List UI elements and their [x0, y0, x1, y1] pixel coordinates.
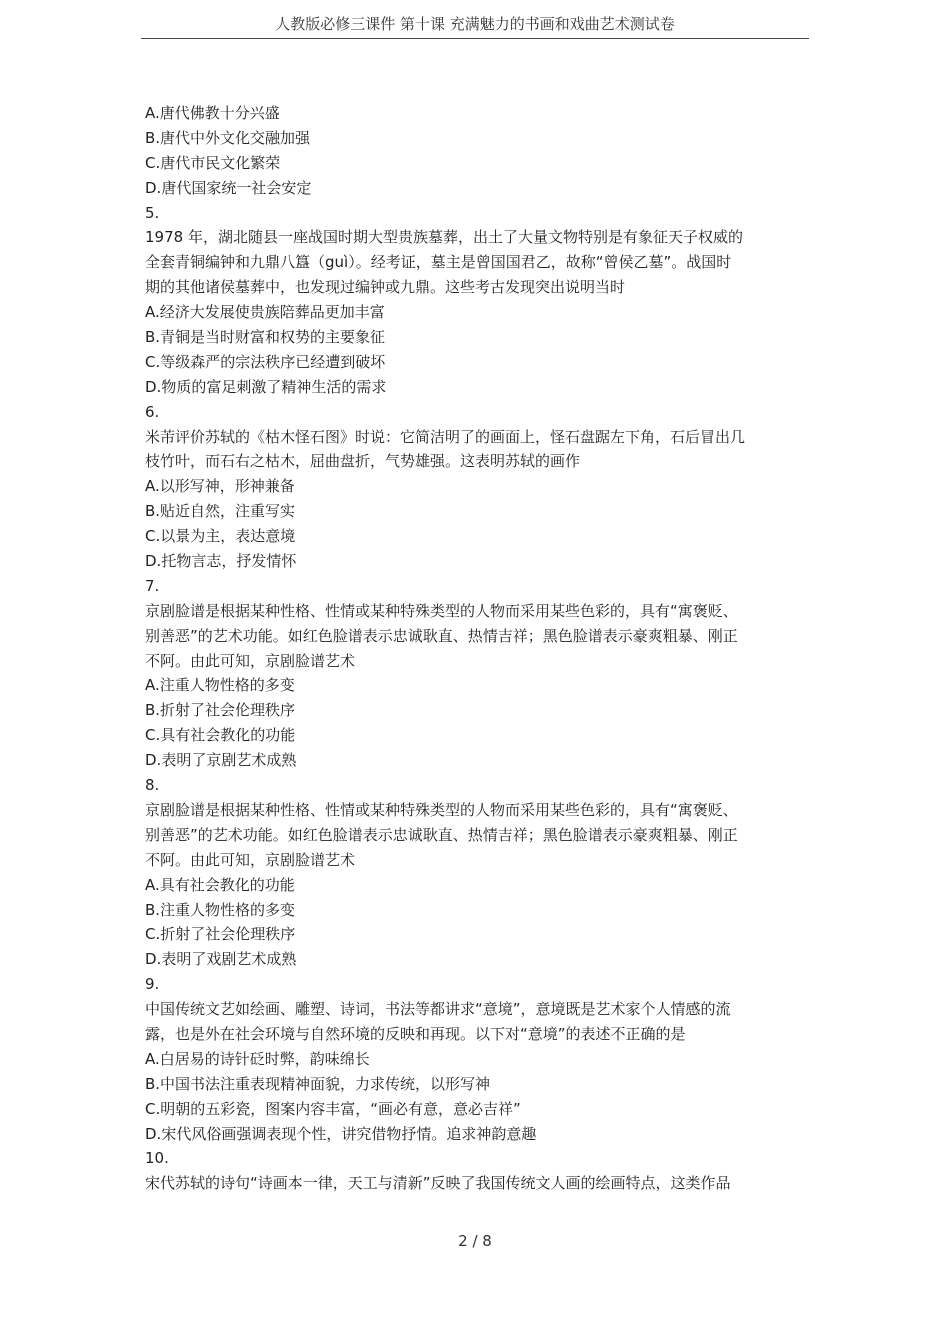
option-c-q6: C.以景为主，表达意境 — [145, 527, 296, 546]
option-d-q8: D.表明了戏剧艺术成熟 — [145, 950, 297, 969]
question-8-text-line-1: 京剧脸谱是根据某种性格、性情或某种特殊类型的人物而采用某些色彩的，具有“寓褒贬、 — [145, 800, 738, 819]
option-b-q6: B.贴近自然，注重写实 — [145, 502, 296, 521]
option-b-q4: B.唐代中外文化交融加强 — [145, 128, 311, 147]
page-number: 2 / 8 — [458, 1232, 492, 1250]
question-8-text-line-2: 别善恶”的艺术功能。如红色脸谱表示忠诚耿直、热情吉祥；黑色脸谱表示豪爽粗暴、刚正 — [145, 825, 738, 844]
option-b-q9: B.中国书法注重表现精神面貌，力求传统，以形写神 — [145, 1074, 491, 1093]
option-c-q5: C.等级森严的宗法秩序已经遭到破坏 — [145, 352, 386, 371]
option-d-q5: D.物质的富足刺激了精神生活的需求 — [145, 377, 387, 396]
question-7-text-line-1: 京剧脸谱是根据某种性格、性情或某种特殊类型的人物而采用某些色彩的，具有“寓褒贬、 — [145, 601, 738, 620]
option-c-q9: C.明朝的五彩瓷，图案内容丰富，“画必有意，意必吉祥” — [145, 1099, 521, 1118]
question-6-text-line-2: 枝竹叶，而石右之枯木，屈曲盘折，气势雄强。这表明苏轼的画作 — [145, 452, 581, 471]
option-d-q9: D.宋代风俗画强调表现个性，讲究借物抒情。追求神韵意趣 — [145, 1124, 537, 1143]
option-b-q5: B.青铜是当时财富和权势的主要象征 — [145, 328, 386, 347]
option-a-q8: A.具有社会教化的功能 — [145, 875, 295, 894]
page-header: 人教版必修三课件 第十课 充满魅力的书画和戏曲艺术测试卷 — [275, 15, 675, 33]
question-number-10: 10. — [145, 1149, 169, 1168]
question-10-text-line-1: 宋代苏轼的诗句“诗画本一律，天工与清新”反映了我国传统文人画的绘画特点，这类作品 — [145, 1174, 731, 1193]
option-c-q7: C.具有社会教化的功能 — [145, 726, 296, 745]
option-a-q5: A.经济大发展使贵族陪葬品更加丰富 — [145, 303, 385, 322]
question-6-text-line-1: 米芾评价苏轼的《枯木怪石图》时说：它简洁明了的画面上，怪石盘踞左下角，石后冒出几 — [145, 427, 746, 446]
question-number-9: 9. — [145, 975, 160, 994]
option-d-q4: D.唐代国家统一社会安定 — [145, 178, 312, 197]
question-5-text-line-1: 1978 年，湖北随县一座战国时期大型贵族墓葬，出土了大量文物特别是有象征天子权威的 — [145, 228, 743, 247]
header-divider — [141, 38, 809, 39]
option-c-q4: C.唐代市民文化繁荣 — [145, 153, 281, 172]
question-7-text-line-3: 不阿。由此可知，京剧脸谱艺术 — [145, 651, 356, 670]
question-number-8: 8. — [145, 776, 160, 795]
option-b-q7: B.折射了社会伦理秩序 — [145, 701, 296, 720]
option-d-q7: D.表明了京剧艺术成熟 — [145, 751, 297, 770]
document-body — [145, 101, 819, 1196]
question-7-text-line-2: 别善恶”的艺术功能。如红色脸谱表示忠诚耿直、热情吉祥；黑色脸谱表示豪爽粗暴、刚正 — [145, 626, 738, 645]
option-a-q9: A.白居易的诗针砭时弊，韵味绵长 — [145, 1049, 370, 1068]
option-b-q8: B.注重人物性格的多变 — [145, 900, 296, 919]
option-d-q6: D.托物言志，抒发情怀 — [145, 552, 297, 571]
option-a-q6: A.以形写神，形神兼备 — [145, 477, 295, 496]
question-8-text-line-3: 不阿。由此可知，京剧脸谱艺术 — [145, 850, 356, 869]
question-5-text-line-3: 期的其他诸侯墓葬中，也发现过编钟或九鼎。这些考古发现突出说明当时 — [145, 278, 626, 297]
question-number-7: 7. — [145, 576, 160, 595]
question-5-text-line-2: 全套青铜编钟和九鼎八簋（guì）。经考证，墓主是曾国国君乙，故称“曾侯乙墓”。战国时 — [145, 253, 732, 272]
question-9-text-line-1: 中国传统文艺如绘画、雕塑、诗词，书法等都讲求“意境”，意境既是艺术家个人情感的流 — [145, 1000, 731, 1019]
option-a-q7: A.注重人物性格的多变 — [145, 676, 295, 695]
question-9-text-line-2: 露，也是外在社会环境与自然环境的反映和再现。以下对“意境”的表述不正确的是 — [145, 1024, 686, 1043]
option-a-q4: A.唐代佛教十分兴盛 — [145, 104, 280, 122]
question-number-5: 5. — [145, 203, 160, 222]
question-number-6: 6. — [145, 402, 160, 421]
option-c-q8: C.折射了社会伦理秩序 — [145, 925, 296, 944]
